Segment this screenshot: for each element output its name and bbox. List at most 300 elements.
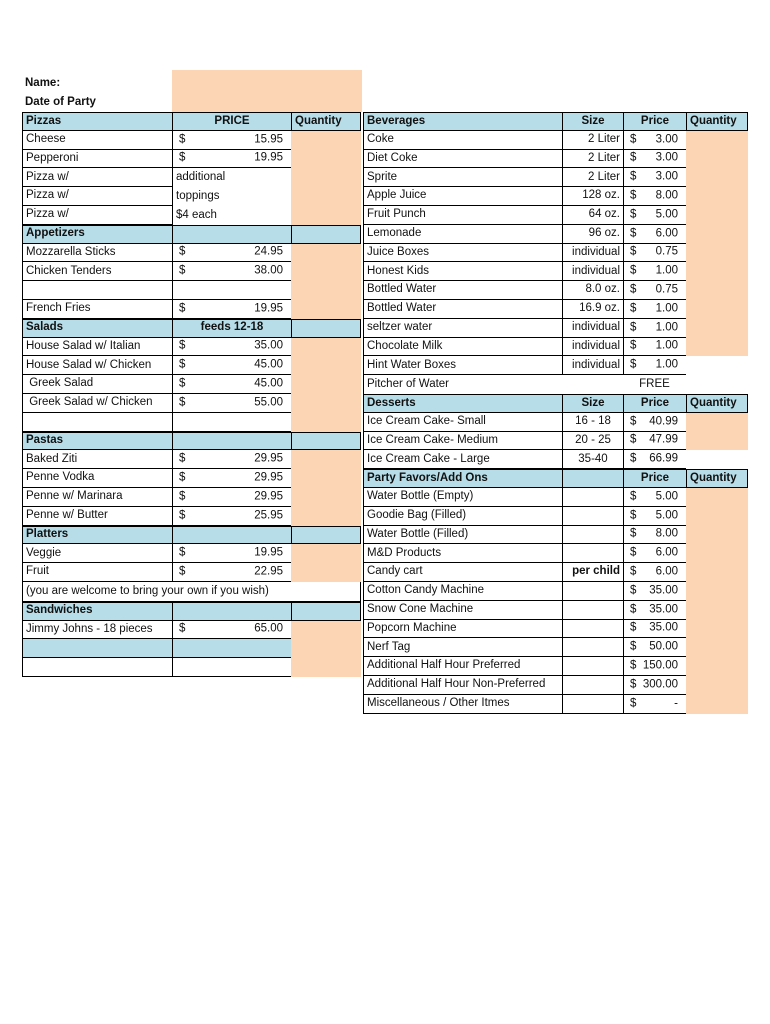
dollar-sign: $ xyxy=(630,508,637,521)
quantity-input[interactable] xyxy=(686,206,748,225)
price-amount: 1.00 xyxy=(655,339,678,352)
quantity-input[interactable] xyxy=(686,638,748,657)
quantity-input[interactable] xyxy=(686,676,748,695)
item-name: Lemonade xyxy=(363,225,562,244)
price-amount: 25.95 xyxy=(254,508,283,521)
item-price xyxy=(623,450,686,469)
name-label: Name: xyxy=(25,76,61,89)
item-size: 2 Liter xyxy=(562,131,623,150)
dollar-sign: $ xyxy=(630,696,637,709)
item-size xyxy=(562,676,623,695)
quantity-input[interactable] xyxy=(291,281,361,300)
quantity-input[interactable] xyxy=(686,262,748,281)
item-size xyxy=(562,695,623,714)
item-size xyxy=(562,657,623,676)
price-amount: 35.00 xyxy=(649,584,678,597)
item-price xyxy=(172,150,291,169)
item-name: Ice Cream Cake - Large xyxy=(363,450,562,469)
quantity-input[interactable] xyxy=(686,601,748,620)
dollar-sign: $ xyxy=(630,546,637,559)
price-amount: 29.95 xyxy=(254,452,283,465)
item-name: Snow Cone Machine xyxy=(363,601,562,620)
item-price: FREE xyxy=(639,377,670,390)
item-size: 8.0 oz. xyxy=(562,281,623,300)
item-name: Cheese xyxy=(22,131,172,150)
item-name: House Salad w/ Chicken xyxy=(22,356,172,375)
item-price xyxy=(623,356,686,375)
price-amount: 3.00 xyxy=(655,170,678,183)
item-name: M&D Products xyxy=(363,544,562,563)
dollar-sign: $ xyxy=(630,302,637,315)
quantity-input[interactable] xyxy=(291,150,361,169)
price-amount: 0.75 xyxy=(655,283,678,296)
price-amount: 47.99 xyxy=(649,433,678,446)
pastas-header: Pastas xyxy=(22,432,172,451)
price-amount: 22.95 xyxy=(254,565,283,578)
blank-row xyxy=(22,639,172,658)
item-name: Additional Half Hour Preferred xyxy=(363,657,562,676)
item-price xyxy=(623,638,686,657)
blank-row xyxy=(172,639,291,658)
item-name xyxy=(22,281,172,300)
price-amount: 35.00 xyxy=(649,621,678,634)
item-name: Additional Half Hour Non-Preferred xyxy=(363,676,562,695)
dollar-sign: $ xyxy=(630,245,637,258)
price-amount: 55.00 xyxy=(254,396,283,409)
quantity-input[interactable] xyxy=(291,563,361,582)
price-amount: - xyxy=(674,696,678,709)
beverages-header: Beverages xyxy=(363,112,562,131)
quantity-input[interactable] xyxy=(686,526,748,545)
dollar-sign: $ xyxy=(630,452,637,465)
dollar-sign: $ xyxy=(630,358,637,371)
price-amount: 6.00 xyxy=(655,565,678,578)
item-price xyxy=(172,244,291,263)
item-name: Bottled Water xyxy=(363,281,562,300)
item-price xyxy=(623,507,686,526)
item-size xyxy=(562,638,623,657)
price-amount: 45.00 xyxy=(254,377,283,390)
quantity-input[interactable] xyxy=(686,657,748,676)
item-name: Penne w/ Marinara xyxy=(22,488,172,507)
item-name: Chocolate Milk xyxy=(363,338,562,357)
blank-row xyxy=(22,658,172,677)
quantity-input[interactable] xyxy=(291,187,361,206)
item-price xyxy=(623,338,686,357)
dollar-sign: $ xyxy=(179,452,186,465)
item-size: individual xyxy=(562,262,623,281)
beverages-price-header: Price xyxy=(623,112,686,131)
dollar-sign: $ xyxy=(630,320,637,333)
item-price xyxy=(623,225,686,244)
dollar-sign: $ xyxy=(179,546,186,559)
item-price xyxy=(623,544,686,563)
item-price xyxy=(623,432,686,451)
dollar-sign: $ xyxy=(630,584,637,597)
sandwiches-price-header xyxy=(172,602,291,621)
platters-price-header xyxy=(172,526,291,545)
price-amount: 45.00 xyxy=(254,358,283,371)
quantity-input[interactable] xyxy=(686,695,748,714)
item-price xyxy=(172,413,291,432)
price-amount: 1.00 xyxy=(655,302,678,315)
item-name: Juice Boxes xyxy=(363,244,562,263)
price-amount: 6.00 xyxy=(655,546,678,559)
dollar-sign: $ xyxy=(630,527,637,540)
item-size: individual xyxy=(562,319,623,338)
price-amount: 40.99 xyxy=(649,414,678,427)
desserts-header: Desserts xyxy=(363,394,562,413)
item-name: Apple Juice xyxy=(363,187,562,206)
price-amount: 300.00 xyxy=(642,678,678,691)
item-price xyxy=(172,281,291,300)
sandwiches-quantity-header xyxy=(291,602,361,621)
quantity-input[interactable] xyxy=(686,544,748,563)
item-name: Penne w/ Butter xyxy=(22,507,172,526)
item-price xyxy=(623,620,686,639)
empty-cell xyxy=(291,582,361,602)
item-price xyxy=(623,187,686,206)
item-size xyxy=(562,620,623,639)
quantity-input[interactable] xyxy=(686,281,748,300)
quantity-input[interactable] xyxy=(686,244,748,263)
quantity-input[interactable] xyxy=(291,450,361,469)
salads-quantity-header xyxy=(291,319,361,338)
favors-header: Party Favors/Add Ons xyxy=(363,469,562,488)
item-name: Baked Ziti xyxy=(22,450,172,469)
dollar-sign: $ xyxy=(179,264,186,277)
quantity-input[interactable] xyxy=(291,356,361,375)
item-price xyxy=(172,469,291,488)
item-name: House Salad w/ Italian xyxy=(22,338,172,357)
item-name: Water Bottle (Empty) xyxy=(363,488,562,507)
quantity-input[interactable] xyxy=(291,131,361,150)
pastas-price-header xyxy=(172,432,291,451)
dollar-sign: $ xyxy=(630,659,637,672)
quantity-input[interactable] xyxy=(291,507,361,526)
pizza-toppings-note: $4 each xyxy=(172,206,291,225)
item-price xyxy=(172,356,291,375)
price-amount: 5.00 xyxy=(655,208,678,221)
item-price xyxy=(172,544,291,563)
pastas-quantity-header xyxy=(291,432,361,451)
favors-size-header xyxy=(562,469,623,488)
appetizers-price-header xyxy=(172,225,291,244)
item-size: individual xyxy=(562,356,623,375)
price-amount: 38.00 xyxy=(254,264,283,277)
item-price xyxy=(172,338,291,357)
pizza-toppings-note: additional xyxy=(172,168,291,187)
price-amount: 5.00 xyxy=(655,508,678,521)
salads-price-header: feeds 12-18 xyxy=(172,319,291,338)
pizzas-quantity-header: Quantity xyxy=(291,112,361,131)
item-size: 2 Liter xyxy=(562,150,623,169)
item-name: Miscellaneous / Other Itmes xyxy=(363,695,562,714)
item-name: French Fries xyxy=(22,300,172,319)
dollar-sign: $ xyxy=(630,170,637,183)
item-price xyxy=(172,621,291,640)
item-name: Coke xyxy=(363,131,562,150)
quantity-input[interactable] xyxy=(291,544,361,563)
appetizers-header: Appetizers xyxy=(22,225,172,244)
item-name: Greek Salad w/ Chicken xyxy=(22,394,172,413)
item-size: individual xyxy=(562,244,623,263)
quantity-input[interactable] xyxy=(686,168,748,187)
item-name: Ice Cream Cake- Small xyxy=(363,413,562,432)
item-price xyxy=(623,300,686,319)
dollar-sign: $ xyxy=(179,132,186,145)
quantity-input[interactable] xyxy=(291,375,361,394)
price-amount: 1.00 xyxy=(655,264,678,277)
item-price xyxy=(623,526,686,545)
item-name: Pizza w/ xyxy=(22,206,172,225)
item-name xyxy=(22,413,172,432)
item-name: Mozzarella Sticks xyxy=(22,244,172,263)
quantity-input[interactable] xyxy=(291,338,361,357)
item-price xyxy=(172,300,291,319)
name-input[interactable] xyxy=(172,70,362,93)
item-size: 96 oz. xyxy=(562,225,623,244)
dollar-sign: $ xyxy=(630,414,637,427)
dollar-sign: $ xyxy=(630,565,637,578)
item-size: 20 - 25 xyxy=(562,432,623,451)
dollar-sign: $ xyxy=(630,208,637,221)
item-size: 2 Liter xyxy=(562,168,623,187)
quantity-input[interactable] xyxy=(686,338,748,357)
price-amount: 19.95 xyxy=(254,302,283,315)
quantity-input[interactable] xyxy=(686,620,748,639)
price-amount: 65.00 xyxy=(254,622,283,635)
price-amount: 29.95 xyxy=(254,490,283,503)
favors-quantity-header: Quantity xyxy=(686,469,748,488)
price-amount: 8.00 xyxy=(655,527,678,540)
favors-price-header: Price xyxy=(623,469,686,488)
price-amount: 1.00 xyxy=(655,358,678,371)
item-name: Bottled Water xyxy=(363,300,562,319)
dollar-sign: $ xyxy=(179,471,186,484)
dollar-sign: $ xyxy=(630,433,637,446)
dollar-sign: $ xyxy=(179,490,186,503)
price-amount: 24.95 xyxy=(254,245,283,258)
quantity-input[interactable] xyxy=(686,187,748,206)
item-price xyxy=(623,695,686,714)
quantity-input[interactable] xyxy=(291,488,361,507)
quantity-input[interactable] xyxy=(686,563,748,582)
date-input[interactable] xyxy=(172,93,362,112)
pizzas-header: Pizzas xyxy=(22,112,172,131)
quantity-input[interactable] xyxy=(686,582,748,601)
item-price xyxy=(623,582,686,601)
dollar-sign: $ xyxy=(630,678,637,691)
dollar-sign: $ xyxy=(630,339,637,352)
quantity-input[interactable] xyxy=(291,621,361,640)
quantity-input[interactable] xyxy=(291,168,361,187)
desserts-price-header: Price xyxy=(623,394,686,413)
item-name: Chicken Tenders xyxy=(22,262,172,281)
quantity-input[interactable] xyxy=(686,507,748,526)
item-price xyxy=(623,657,686,676)
item-price xyxy=(172,450,291,469)
quantity-input[interactable] xyxy=(291,469,361,488)
quantity-input[interactable] xyxy=(686,488,748,507)
item-price xyxy=(623,206,686,225)
item-size: 64 oz. xyxy=(562,206,623,225)
item-size xyxy=(562,601,623,620)
dollar-sign: $ xyxy=(179,622,186,635)
desserts-quantity-header: Quantity xyxy=(686,394,748,413)
item-name: Greek Salad xyxy=(22,375,172,394)
item-name: Ice Cream Cake- Medium xyxy=(363,432,562,451)
price-amount: 150.00 xyxy=(642,659,678,672)
item-name: Fruit Punch xyxy=(363,206,562,225)
quantity-input[interactable] xyxy=(686,225,748,244)
item-size xyxy=(562,582,623,601)
item-size: 16.9 oz. xyxy=(562,300,623,319)
price-amount: 3.00 xyxy=(655,132,678,145)
item-price xyxy=(623,150,686,169)
beverages-quantity-header: Quantity xyxy=(686,112,748,131)
date-label: Date of Party xyxy=(25,95,96,108)
item-price xyxy=(623,413,686,432)
quantity-input[interactable] xyxy=(291,244,361,263)
item-size: 128 oz. xyxy=(562,187,623,206)
quantity-input[interactable] xyxy=(291,413,361,432)
dollar-sign: $ xyxy=(630,283,637,296)
price-amount: 29.95 xyxy=(254,471,283,484)
dollar-sign: $ xyxy=(179,339,186,352)
item-name: Nerf Tag xyxy=(363,638,562,657)
item-name: Sprite xyxy=(363,168,562,187)
pizzas-price-header: PRICE xyxy=(172,112,291,131)
quantity-input[interactable] xyxy=(686,300,748,319)
dollar-sign: $ xyxy=(179,245,186,258)
desserts-size-header: Size xyxy=(562,394,623,413)
dollar-sign: $ xyxy=(630,132,637,145)
dollar-sign: $ xyxy=(179,151,186,164)
price-amount: 1.00 xyxy=(655,320,678,333)
item-size: individual xyxy=(562,338,623,357)
salads-header: Salads xyxy=(22,319,172,338)
item-price xyxy=(172,507,291,526)
item-name: Water Bottle (Filled) xyxy=(363,526,562,545)
item-price xyxy=(623,262,686,281)
dollar-sign: $ xyxy=(179,396,186,409)
item-price xyxy=(623,244,686,263)
item-name: Candy cart xyxy=(363,563,562,582)
item-size: 16 - 18 xyxy=(562,413,623,432)
quantity-input[interactable] xyxy=(686,432,748,451)
item-price xyxy=(623,168,686,187)
quantity-input[interactable] xyxy=(291,262,361,281)
price-amount: 15.95 xyxy=(254,132,283,145)
item-size xyxy=(562,544,623,563)
quantity-input[interactable] xyxy=(291,206,361,225)
item-price xyxy=(623,601,686,620)
item-name: Pitcher of Water xyxy=(363,375,562,394)
dollar-sign: $ xyxy=(630,621,637,634)
item-price xyxy=(172,488,291,507)
beverages-size-header: Size xyxy=(562,112,623,131)
item-name: Fruit xyxy=(22,563,172,582)
item-name: Pepperoni xyxy=(22,150,172,169)
dollar-sign: $ xyxy=(179,377,186,390)
item-price xyxy=(623,281,686,300)
item-size xyxy=(562,488,623,507)
item-price xyxy=(172,563,291,582)
price-amount: 5.00 xyxy=(655,490,678,503)
platter-note: (you are welcome to bring your own if you wish) xyxy=(22,582,291,602)
item-price xyxy=(623,676,686,695)
price-amount: 8.00 xyxy=(655,189,678,202)
appetizers-quantity-header xyxy=(291,225,361,244)
item-name: Pizza w/ xyxy=(22,168,172,187)
item-name: seltzer water xyxy=(363,319,562,338)
item-price xyxy=(623,131,686,150)
price-amount: 6.00 xyxy=(655,226,678,239)
platters-quantity-header xyxy=(291,526,361,545)
price-amount: 35.00 xyxy=(254,339,283,352)
item-price xyxy=(623,488,686,507)
quantity-input[interactable] xyxy=(291,300,361,319)
item-name: Penne Vodka xyxy=(22,469,172,488)
price-amount: 19.95 xyxy=(254,546,283,559)
price-amount: 50.00 xyxy=(649,640,678,653)
dollar-sign: $ xyxy=(179,565,186,578)
item-name: Goodie Bag (Filled) xyxy=(363,507,562,526)
item-size: per child xyxy=(562,563,623,582)
dollar-sign: $ xyxy=(630,226,637,239)
dollar-sign: $ xyxy=(179,302,186,315)
platters-header: Platters xyxy=(22,526,172,545)
dollar-sign: $ xyxy=(179,508,186,521)
sandwiches-header: Sandwiches xyxy=(22,602,172,621)
quantity-input[interactable] xyxy=(686,150,748,169)
item-size xyxy=(562,507,623,526)
item-price xyxy=(623,319,686,338)
price-amount: 0.75 xyxy=(655,245,678,258)
dollar-sign: $ xyxy=(630,151,637,164)
blank-row xyxy=(172,658,291,677)
quantity-input[interactable] xyxy=(291,394,361,413)
price-amount: 35.00 xyxy=(649,602,678,615)
quantity-input[interactable] xyxy=(686,319,748,338)
quantity-input[interactable] xyxy=(291,658,361,677)
quantity-input[interactable] xyxy=(291,639,361,658)
item-size xyxy=(562,526,623,545)
dollar-sign: $ xyxy=(630,490,637,503)
item-name: Popcorn Machine xyxy=(363,620,562,639)
item-name: Honest Kids xyxy=(363,262,562,281)
quantity-input[interactable] xyxy=(686,413,748,432)
item-price xyxy=(623,563,686,582)
item-price xyxy=(172,131,291,150)
item-name: Cotton Candy Machine xyxy=(363,582,562,601)
item-price xyxy=(172,375,291,394)
dollar-sign: $ xyxy=(630,640,637,653)
item-price xyxy=(172,394,291,413)
dollar-sign: $ xyxy=(630,264,637,277)
item-name: Jimmy Johns - 18 pieces xyxy=(22,621,172,640)
item-name: Diet Coke xyxy=(363,150,562,169)
item-name: Veggie xyxy=(22,544,172,563)
item-name: Hint Water Boxes xyxy=(363,356,562,375)
item-size: 35-40 xyxy=(562,450,623,469)
pizza-toppings-note: toppings xyxy=(172,187,291,206)
quantity-input[interactable] xyxy=(686,131,748,150)
dollar-sign: $ xyxy=(179,358,186,371)
price-amount: 66.99 xyxy=(649,452,678,465)
item-name: Pizza w/ xyxy=(22,187,172,206)
